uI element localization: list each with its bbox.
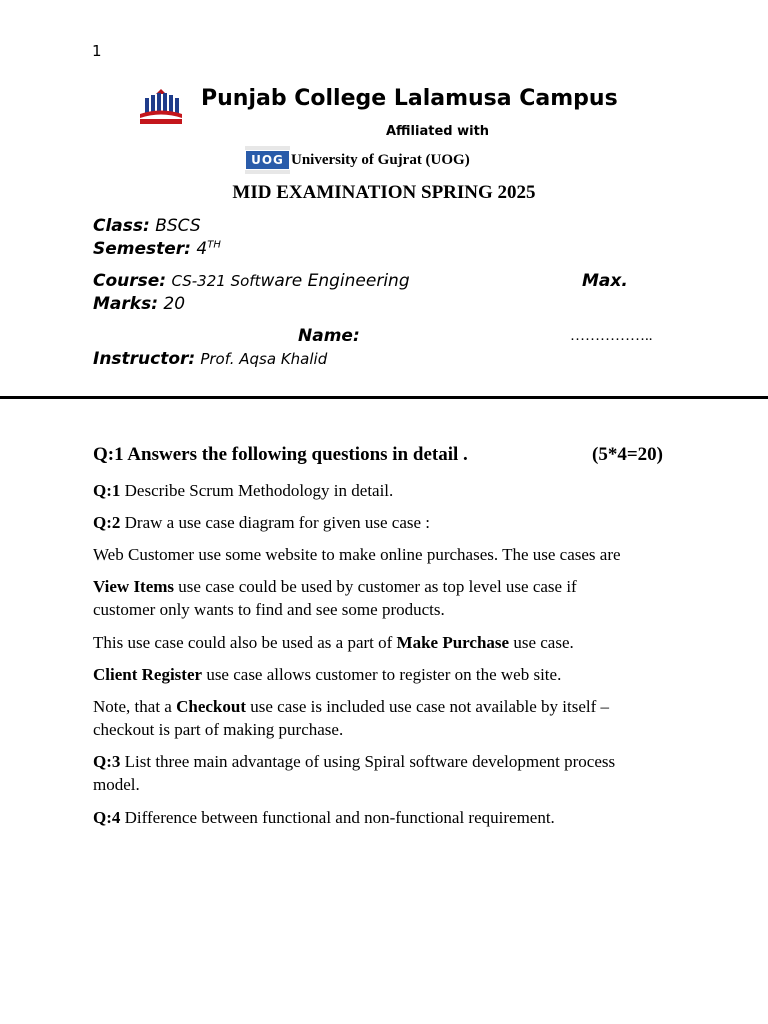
q2-label: Q:2 — [93, 513, 121, 532]
college-logo — [136, 86, 186, 126]
paragraph-client-register — [93, 663, 683, 686]
make-purchase-text-b: use case. — [509, 633, 574, 652]
main-question: Q:1 Answers the following questions in detail . — [93, 444, 468, 465]
paragraph-web-customer: Web Customer use some website to make online purchases. The use cases are — [93, 545, 621, 564]
semester-sup: TH — [207, 239, 221, 251]
q4-label: Q:4 — [93, 808, 121, 827]
course-value-b: ware Engineering — [260, 271, 410, 291]
course-value-a: CS-321 Soft — [171, 272, 261, 290]
question-2 — [93, 511, 683, 534]
instructor-value: Prof. Aqsa Khalid — [200, 350, 328, 368]
make-purchase-bold: Make Purchase — [396, 633, 510, 652]
make-purchase-text-a: This use case could also be used as a part of — [93, 633, 397, 652]
college-name: Punjab College Lalamusa Campus — [201, 86, 618, 111]
semester-value: 4 — [196, 239, 208, 259]
checkout-text-b: use case is included use case not available by itself – checkout is part of making purchase. — [93, 697, 610, 739]
q4-text: Difference between functional and non-functional requirement. — [120, 808, 555, 827]
course-label: Course: — [93, 271, 167, 291]
uog-logo-text: UOG — [246, 151, 289, 169]
semester-line — [93, 239, 221, 259]
page-number: 1 — [92, 42, 102, 60]
header-divider — [0, 396, 768, 399]
uog-logo — [245, 146, 290, 175]
name-label: Name: — [298, 326, 360, 346]
class-value: BSCS — [155, 216, 201, 236]
paragraph-make-purchase — [93, 631, 683, 654]
q2-text: Draw a use case diagram for given use case : — [120, 513, 431, 532]
class-line — [93, 216, 201, 236]
checkout-text-a: Note, that a — [93, 697, 177, 716]
paragraph-view-items — [93, 575, 623, 621]
marks-label: Marks: — [93, 294, 158, 314]
max-label: Max. — [582, 271, 628, 291]
instructor-line — [93, 349, 327, 369]
checkout-bold: Checkout — [176, 697, 246, 716]
marks-line — [93, 294, 185, 314]
view-items-bold: View Items — [93, 577, 175, 596]
instructor-label: Instructor: — [93, 349, 196, 369]
marks-value: 20 — [163, 294, 186, 314]
question-3 — [93, 750, 658, 796]
semester-label: Semester: — [93, 239, 191, 259]
q3-label: Q:3 — [93, 752, 121, 771]
affiliated-with: Affiliated with — [386, 124, 490, 139]
name-dots: …………….. — [570, 328, 653, 344]
question-1 — [93, 479, 683, 502]
main-question-marks: (5*4=20) — [592, 444, 663, 465]
paragraph-checkout — [93, 695, 653, 741]
course-line — [93, 271, 410, 291]
client-register-text: use case allows customer to register on the web site. — [202, 665, 562, 684]
q3-text: List three main advantage of using Spiral software development process model. — [93, 752, 616, 794]
exam-title: MID EXAMINATION SPRING 2025 — [232, 182, 536, 203]
client-register-bold: Client Register — [93, 665, 203, 684]
q1-label: Q:1 — [93, 481, 121, 500]
university-name: University of Gujrat (UOG) — [291, 152, 470, 168]
class-label: Class: — [93, 216, 150, 236]
view-items-text: use case could be used by customer as top level use case if customer only wants to find and see some products. — [93, 577, 577, 619]
question-4 — [93, 806, 683, 829]
q1-text: Describe Scrum Methodology in detail. — [120, 481, 394, 500]
